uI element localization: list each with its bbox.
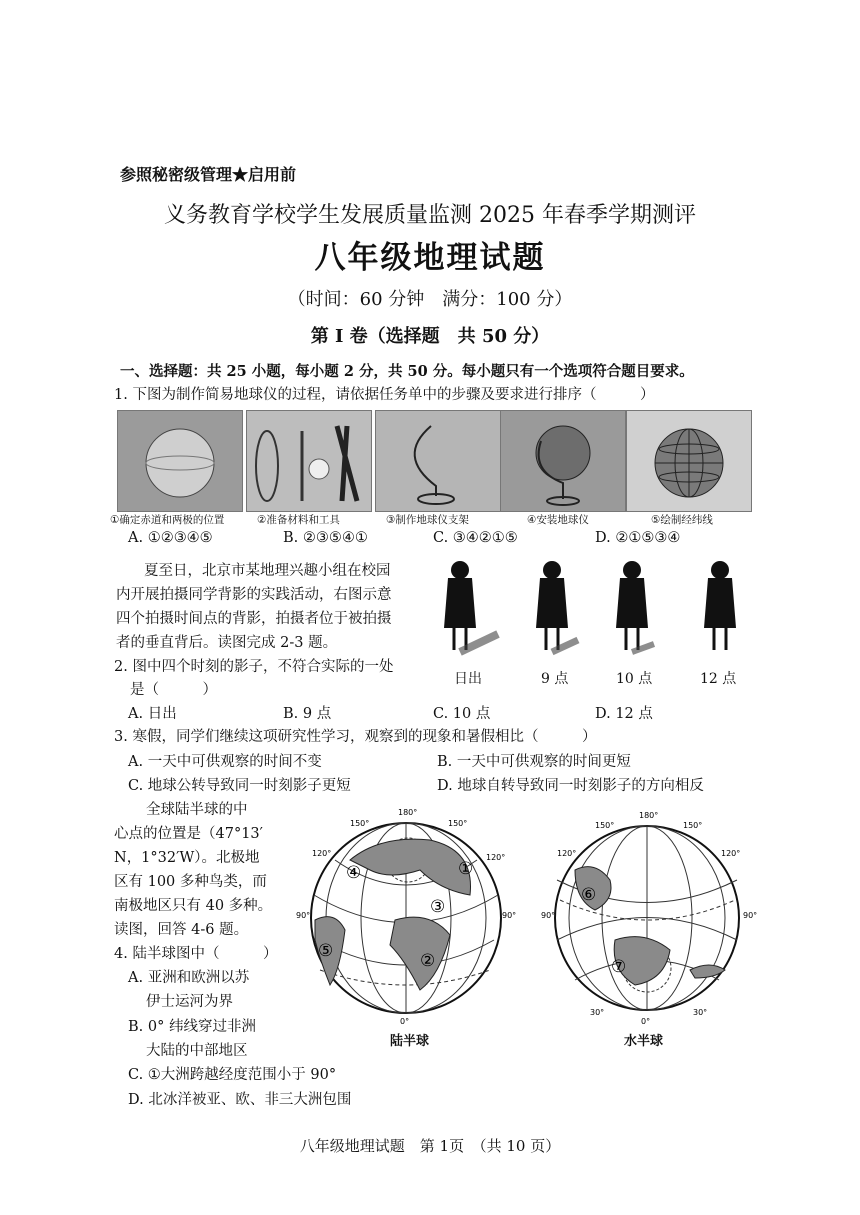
question-4-stem: 4. 陆半球图中（ ）	[114, 946, 278, 962]
photo-3-stand	[375, 410, 501, 512]
passage2-line-5: 南极地区只有 40 多种。	[114, 898, 273, 914]
water-hemisphere-map	[535, 800, 765, 1050]
land-num-5: ⑤	[318, 941, 334, 961]
q1-option-c: C. ③④②①⑤	[433, 530, 518, 546]
time-score: （时间：60 分钟 满分：100 分）	[287, 289, 573, 310]
question-1-stem: 1. 下图为制作简易地球仪的过程，请依据任务单中的步骤及要求进行排序（ ）	[114, 387, 655, 403]
q3-option-a: A. 一天中可供观察的时间不变	[128, 754, 322, 770]
caption-2: ②准备材料和工具	[257, 514, 340, 526]
q4-option-c: C. ①大洲跨越经度范围小于 90°	[128, 1067, 337, 1083]
shadow-label-12: 12 点	[700, 671, 737, 687]
water-lon-9: 30°	[693, 1008, 708, 1017]
land-lon-2: 150°	[350, 819, 370, 828]
land-num-2: ②	[420, 951, 436, 971]
caption-4: ④安装地球仪	[527, 514, 589, 526]
caption-5: ⑤绘制经纬线	[651, 514, 713, 526]
water-lon-7: 90°	[743, 911, 758, 920]
q3-option-d: D. 地球自转导致同一时刻影子的方向相反	[437, 778, 704, 794]
water-lon-1: 180°	[639, 811, 659, 820]
figure-10am	[616, 561, 654, 652]
caption-3: ③制作地球仪支架	[386, 514, 469, 526]
shadow-label-sunrise: 日出	[454, 671, 482, 687]
water-hemisphere-label: 水半球	[624, 1034, 664, 1049]
passage1-line-3: 四个拍摄时间点的背影，拍摄者位于被拍摄	[116, 611, 392, 627]
land-num-3: ③	[430, 897, 446, 917]
q2-option-d: D. 12 点	[595, 706, 653, 722]
q1-option-a: A. ①②③④⑤	[128, 530, 213, 546]
q4-option-b-cont: 大陆的中部地区	[146, 1043, 248, 1059]
exam-subtitle: 义务教育学校学生发展质量监测 2025 年春季学期测评	[164, 203, 696, 228]
water-num-6: ⑥	[581, 885, 597, 905]
photo-5-gridlines	[626, 410, 752, 512]
q2-option-b: B. 9 点	[283, 706, 332, 722]
passage1-line-2: 内开展拍摄同学背影的实践活动，右图示意	[116, 587, 392, 603]
q3-option-c: C. 地球公转导致同一时刻影子更短	[128, 778, 351, 794]
figure-sunrise	[444, 561, 498, 652]
land-hemisphere-map	[290, 800, 530, 1050]
land-lon-1: 180°	[398, 808, 418, 817]
water-lon-5: 120°	[721, 849, 741, 858]
page-footer: 八年级地理试题 第 1页 （共 10 页）	[299, 1137, 561, 1155]
photo-4-install	[500, 410, 626, 512]
water-lon-10: 0°	[641, 1017, 651, 1026]
passage1-line-1: 夏至日，北京市某地理兴趣小组在校园	[144, 563, 391, 579]
land-num-4: ④	[346, 863, 362, 883]
question-2-stem-cont: 是（ ）	[130, 682, 217, 698]
secret-label: 参照秘密级管理★启用前	[120, 165, 297, 184]
q4-option-b: B. 0° 纬线穿过非洲	[128, 1019, 256, 1035]
land-hemisphere-label: 陆半球	[390, 1034, 430, 1049]
land-lon-8: 0°	[400, 1017, 410, 1026]
caption-1: ①确定赤道和两极的位置	[110, 514, 225, 526]
q1-option-b: B. ②③⑤④①	[283, 530, 368, 546]
photo-2-materials	[246, 410, 372, 512]
water-lon-6: 90°	[541, 911, 556, 920]
q2-option-c: C. 10 点	[433, 706, 491, 722]
section-instruction: 一、选择题：共 25 小题，每小题 2 分，共 50 分。每小题只有一个选项符合题目要求。	[120, 363, 694, 380]
question-2-stem: 2. 图中四个时刻的影子，不符合实际的一处	[114, 659, 394, 675]
land-lon-3: 150°	[448, 819, 468, 828]
q4-option-a-cont: 伊士运河为界	[146, 994, 233, 1010]
passage2-line-1: 全球陆半球的中	[146, 802, 248, 818]
water-lon-8: 30°	[590, 1008, 605, 1017]
q3-option-b: B. 一天中可供观察的时间更短	[437, 754, 631, 770]
land-num-1: ①	[458, 859, 474, 879]
shadow-figures	[440, 558, 760, 668]
land-lon-7: 90°	[502, 911, 517, 920]
passage2-line-2: 心点的位置是（47°13′	[114, 826, 263, 842]
water-lon-2: 150°	[595, 821, 615, 830]
figure-9am	[536, 561, 578, 652]
shadow-label-10: 10 点	[616, 671, 653, 687]
land-lon-5: 120°	[486, 853, 506, 862]
q1-option-d: D. ②①⑤③④	[595, 530, 681, 546]
passage2-line-6: 读图，回答 4-6 题。	[114, 922, 249, 938]
shadow-label-9: 9 点	[541, 671, 569, 687]
q4-option-d: D. 北冰洋被亚、欧、非三大洲包围	[128, 1092, 352, 1108]
exam-title: 八年级地理试题	[314, 240, 546, 276]
passage2-line-4: 区有 100 多种鸟类，而	[114, 874, 267, 890]
passage2-line-3: N，1°32′W）。北极地	[114, 850, 260, 866]
figure-12pm	[704, 561, 736, 650]
land-lon-6: 90°	[296, 911, 311, 920]
q2-option-a: A. 日出	[128, 706, 177, 722]
land-lon-4: 120°	[312, 849, 332, 858]
water-lon-4: 120°	[557, 849, 577, 858]
q4-option-a: A. 亚洲和欧洲以苏	[128, 970, 250, 986]
section-title: 第 I 卷（选择题 共 50 分）	[310, 326, 550, 347]
water-num-7: ⑦	[611, 957, 627, 977]
water-lon-3: 150°	[683, 821, 703, 830]
photo-1-globe	[117, 410, 243, 512]
question-3-stem: 3. 寒假，同学们继续这项研究性学习，观察到的现象和暑假相比（ ）	[114, 729, 597, 745]
passage1-line-4: 者的垂直背后。读图完成 2-3 题。	[116, 635, 338, 651]
